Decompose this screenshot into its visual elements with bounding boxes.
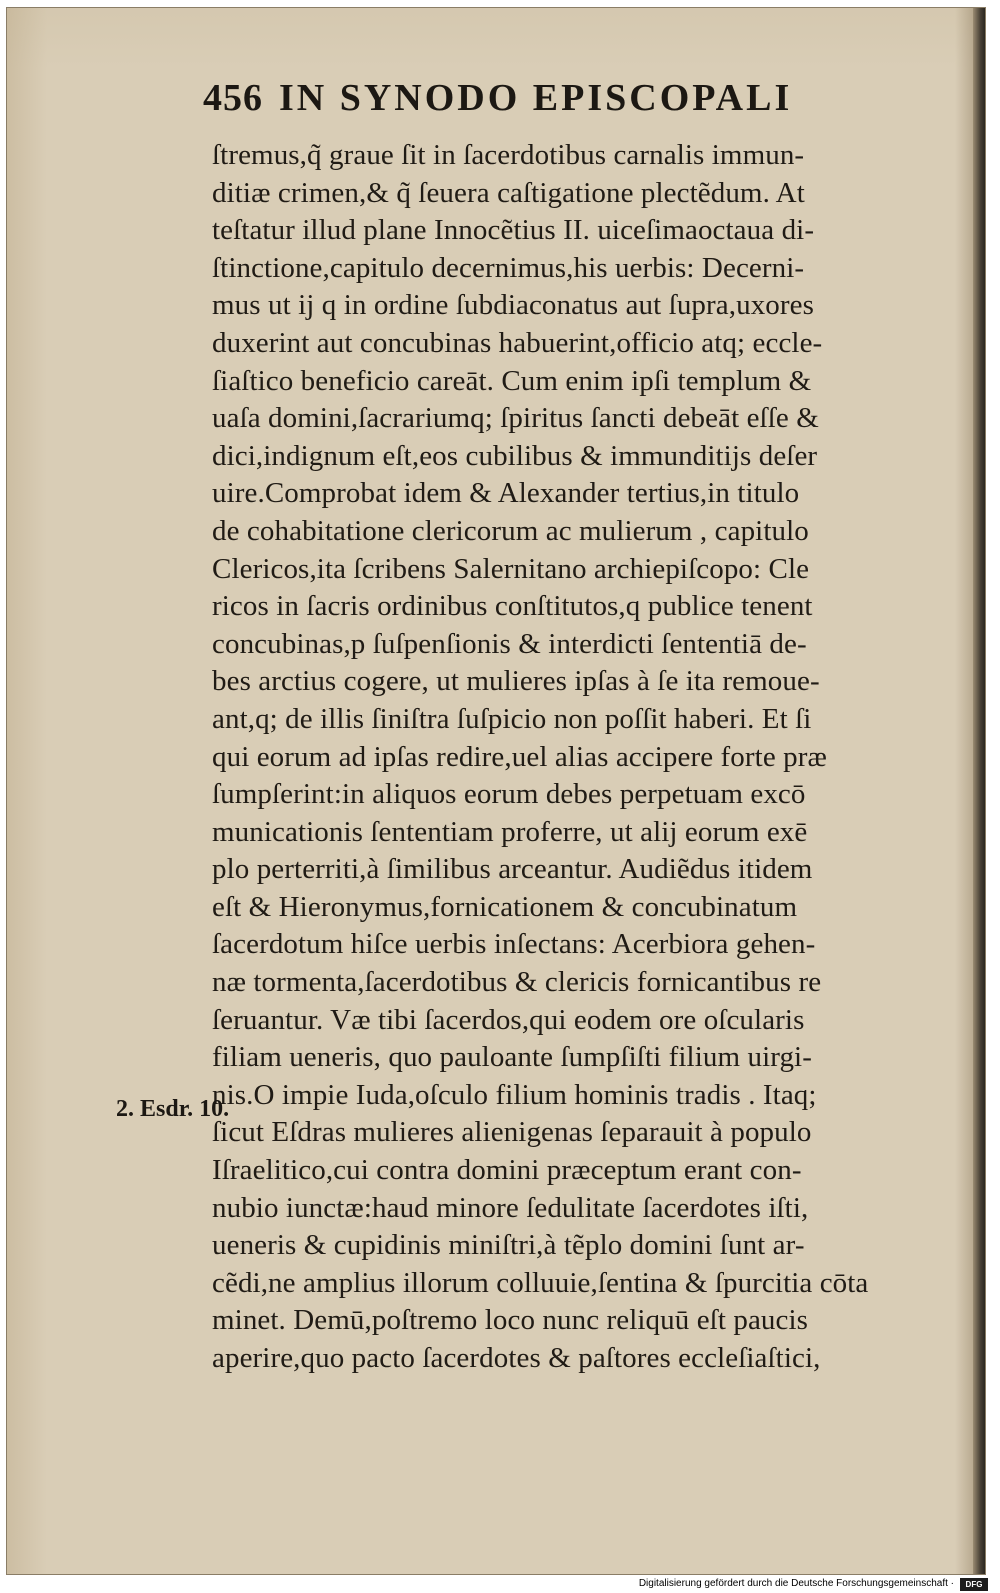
text-line: qui eorum ad ipſas redire,uel alias accipere forte præ — [212, 740, 827, 773]
text-line: nis.O impie Iuda,oſculo filium hominis tradis . Itaq; — [212, 1078, 817, 1111]
page-header — [203, 76, 843, 128]
text-line: bes arctius cogere, ut mulieres ipſas à ſe ita remoue- — [212, 665, 820, 698]
text-line: dici,indignum eſt,eos cubilibus & immunditijs deſer — [212, 439, 818, 472]
text-line: ricos in ſacris ordinibus conſtitutos,q publice tenent — [212, 590, 813, 623]
page-number: 456 — [203, 77, 263, 119]
text-line: cẽdi,ne amplius illorum colluuie,ſentina & ſpurcitia cōta — [212, 1266, 869, 1299]
text-line: mus ut ij q in ordine ſubdiaconatus aut ſupra,uxores — [212, 289, 815, 322]
body-text — [212, 137, 952, 1378]
text-line: ditiæ crimen,& q̃ ſeuera caſtigatione plectẽdum. At — [212, 176, 805, 209]
text-line: næ tormenta,ſacerdotibus & clericis fornicantibus re — [212, 966, 822, 999]
text-line: plo perterriti,à ſimilibus arceantur. Audiẽdus itidem — [212, 853, 813, 886]
text-line: teſtatur illud plane Innocẽtius II. uiceſimaoctaua di- — [212, 214, 815, 247]
dfg-logo: DFG — [960, 1578, 988, 1591]
text-line: ſacerdotum hiſce uerbis inſectans: Acerbiora gehen- — [212, 928, 816, 961]
text-line: eſt & Hieronymus,fornicationem & concubinatum — [212, 890, 798, 923]
marginal-note: 2. Esdr. 10. — [116, 1096, 230, 1122]
text-line: ſtinctione,capitulo decernimus,his uerbis: Decerni- — [212, 251, 805, 284]
text-line: Iſraelitico,cui contra domini præceptum erant con- — [212, 1154, 802, 1187]
text-line: ant,q; de illis ſiniſtra ſuſpicio non poſſit haberi. Et ſi — [212, 702, 812, 735]
text-line: de cohabitatione clericorum ac mulierum , capitulo — [212, 514, 809, 547]
text-line: ſiaſtico beneficio careāt. Cum enim ipſi templum & — [212, 364, 812, 397]
text-line: uaſa domini,ſacrariumq; ſpiritus ſancti debeāt eſſe & — [212, 402, 819, 435]
text-line: ſicut Eſdras mulieres alienigenas ſeparauit à populo — [212, 1116, 812, 1149]
text-line: aperire,quo pacto ſacerdotes & paſtores eccleſiaſtici, — [212, 1342, 821, 1374]
text-line: uire.Comprobat idem & Alexander tertius,in titulo — [212, 477, 800, 510]
text-line: minet. Demū,poſtremo loco nunc reliquū eſt paucis — [212, 1304, 809, 1337]
page-edge — [973, 8, 985, 1574]
text-line: nubio iunctæ:haud minore ſedulitate ſacerdotes iſti, — [212, 1191, 809, 1224]
text-line: municationis ſententiam proferre, ut alij eorum exē — [212, 815, 808, 848]
running-head: IN SYNODO EPISCOPALI — [279, 77, 793, 119]
text-line: ueneris & cupidinis miniſtri,à tẽplo domini ſunt ar- — [212, 1229, 805, 1262]
text-line: duxerint aut concubinas habuerint,officio atq; eccle- — [212, 326, 823, 359]
text-line: ſeruantur. Væ tibi ſacerdos,qui eodem ore oſcularis — [212, 1003, 805, 1036]
text-line: Clericos,ita ſcribens Salernitano archiepiſcopo: Cle — [212, 552, 810, 585]
text-line: concubinas,p ſuſpenſionis & interdicti ſententiā de- — [212, 627, 807, 660]
text-line: filiam ueneris, quo pauloante ſumpſiſti filium uirgi- — [212, 1041, 812, 1074]
text-line: ſtremus,q̃ graue ſit in ſacerdotibus carnalis immun- — [212, 139, 805, 171]
digitization-credit: Digitalisierung gefördert durch die Deutsche Forschungsgemeinschaft · — [638, 1578, 954, 1589]
text-line: ſumpſerint:in aliquos eorum debes perpetuam excō — [212, 778, 806, 811]
